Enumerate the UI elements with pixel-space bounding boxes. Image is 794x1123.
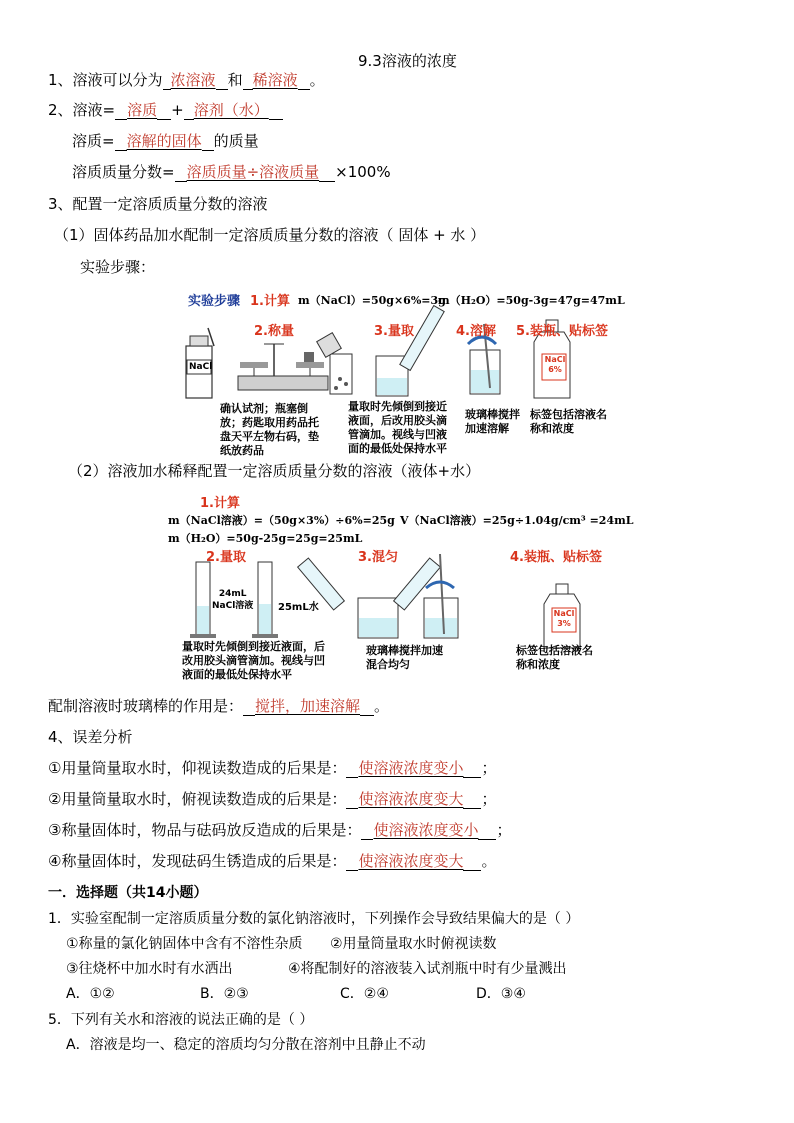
fig1-step-calc: 1.计算 bbox=[250, 294, 290, 309]
fig2-step-bottle: 4.装瓶、贴标签 bbox=[510, 550, 602, 565]
fig1-note-weigh: 确认试剂；瓶塞倒放；药匙取用药品托盘天平左物右码，垫纸放药品 bbox=[220, 402, 319, 457]
subsection-1-heading: （1）固体药品加水配制一定溶质质量分数的溶液（ 固体 + 水 ） bbox=[54, 226, 486, 244]
fig1-bottle-label: NaCl bbox=[189, 362, 213, 372]
section-1-line: 1、溶液可以分为 浓溶液 和 稀溶液 。 bbox=[48, 71, 325, 89]
q1-choice-d[interactable]: D．③④ bbox=[476, 986, 526, 1002]
fig1-label-text: NaCl 6% bbox=[544, 355, 566, 374]
answer-concentrated: 浓溶液 bbox=[170, 71, 216, 89]
q1-choice-c[interactable]: C．②④ bbox=[340, 986, 389, 1002]
fig2-formula-volume: V（NaCl溶液）=25g÷1.04g/cm³ =24mL bbox=[400, 514, 634, 527]
mass-fraction-definition: 溶质质量分数= 溶质质量÷溶液质量 ×100% bbox=[72, 163, 391, 181]
page-title: 9.3溶液的浓度 bbox=[358, 52, 457, 70]
question-5-stem: 5．下列有关水和溶液的说法正确的是（ ） bbox=[48, 1012, 314, 1028]
fig1-step-weigh: 2.称量 bbox=[254, 324, 294, 339]
figure-dilution bbox=[164, 488, 634, 681]
fig1-step-measure: 3.量取 bbox=[374, 324, 414, 339]
fig2-note-mix: 玻璃棒搅拌加速混合均匀 bbox=[366, 644, 443, 671]
fig2-step-calc: 1.计算 bbox=[200, 496, 240, 511]
cylinder-water-icon bbox=[252, 562, 278, 638]
fig1-step-dissolve: 4.溶解 bbox=[456, 324, 496, 339]
fig1-label: 实验步骤 bbox=[188, 294, 241, 309]
q1-choice-b[interactable]: B．②③ bbox=[200, 986, 249, 1002]
fig2-step-mix: 3.混匀 bbox=[358, 550, 398, 565]
solute-definition: 溶质= 溶解的固体 的质量 bbox=[72, 132, 259, 150]
answer-dilute: 稀溶液 bbox=[252, 71, 298, 89]
answer-solute: 溶质 bbox=[127, 101, 158, 119]
answer-solvent: 溶剂（水） bbox=[193, 101, 269, 119]
section-2-line: 2、溶液= 溶质 + 溶剂（水） bbox=[48, 100, 283, 120]
q1-option-4: ④将配制好的溶液装入试剂瓶中时有少量溅出 bbox=[288, 961, 567, 977]
fig1-step-bottle: 5.装瓶、贴标签 bbox=[516, 324, 608, 339]
fig2-formula-water: m（H₂O）=50g-25g=25g=25mL bbox=[168, 532, 363, 545]
error-item-1: ①用量筒量取水时，仰视读数造成的后果是： 使溶液浓度变小 ； bbox=[48, 759, 497, 777]
fig1-formula-water: m（H₂O）=50g-3g=47g=47mL bbox=[438, 294, 625, 307]
error-item-4: ④称量固体时，发现砝码生锈造成的后果是： 使溶液浓度变大 。 bbox=[48, 852, 497, 870]
fig1-note-label: 标签包括溶液名称和浓度 bbox=[530, 408, 607, 435]
figure-solid-preparation bbox=[180, 284, 625, 457]
mixing-beaker-icon bbox=[298, 558, 441, 638]
fig1-formula-nacl: m（NaCl）=50g×6%=3g bbox=[298, 294, 446, 307]
fig2-step-measure: 2.量取 bbox=[206, 550, 246, 565]
balance-icon bbox=[238, 344, 328, 390]
error-item-3: ③称量固体时，物品与砝码放反造成的后果是： 使溶液浓度变小 ； bbox=[48, 821, 512, 839]
fig2-label-text: NaCl 3% bbox=[553, 609, 575, 628]
mc-heading: 一．选择题（共14小题） bbox=[48, 885, 208, 901]
q1-option-1: ①称量的氯化钠固体中含有不溶性杂质 bbox=[66, 936, 303, 952]
fig1-note-measure: 量取时先倾倒到接近液面，后改用胶头滴管滴加。视线与凹液面的最低处保持水平 bbox=[348, 400, 447, 455]
fig2-formula-mass: m（NaCl溶液）=（50g×3%）÷6%=25g bbox=[168, 514, 395, 527]
q1-option-3: ③往烧杯中加水时有水洒出 bbox=[66, 961, 233, 977]
q5-choice-a[interactable]: A．溶液是均一、稳定的溶质均匀分散在溶剂中且静止不动 bbox=[66, 1037, 426, 1053]
answer-mass-ratio: 溶质质量÷溶液质量 bbox=[186, 163, 320, 181]
section-4-heading: 4、误差分析 bbox=[48, 728, 133, 746]
fig2-note-label: 标签包括溶液名称和浓度 bbox=[516, 644, 593, 671]
section-3-heading: 3、配置一定溶质质量分数的溶液 bbox=[48, 195, 268, 213]
glass-rod-role: 配制溶液时玻璃棒的作用是： 搅拌，加速溶解 。 bbox=[48, 697, 390, 715]
error-item-2: ②用量筒量取水时，俯视读数造成的后果是： 使溶液浓度变大 ； bbox=[48, 790, 497, 808]
answer-glass-rod: 搅拌，加速溶解 bbox=[255, 697, 361, 715]
fig2-cylinder-nacl-label: 24mL NaCl溶液 bbox=[212, 589, 254, 611]
answer-dissolved-solid: 溶解的固体 bbox=[126, 132, 202, 150]
experiment-steps-label: 实验步骤： bbox=[80, 258, 156, 276]
fig2-note-measure: 量取时先倾倒到接近液面，后改用胶头滴管滴加。视线与凹液面的最低处保持水平 bbox=[182, 640, 325, 681]
subsection-2-heading: （2）溶液加水稀释配置一定溶质质量分数的溶液（液体+水） bbox=[68, 462, 481, 480]
question-1-stem: 1．实验室配制一定溶质质量分数的氯化钠溶液时，下列操作会导致结果偏大的是（ ） bbox=[48, 911, 580, 927]
fig2-cylinder-water-label: 25mL水 bbox=[278, 602, 319, 613]
q1-choice-a[interactable]: A．①② bbox=[66, 986, 115, 1002]
fig1-note-dissolve: 玻璃棒搅拌加速溶解 bbox=[465, 408, 520, 435]
q1-option-2: ②用量筒量取水时俯视读数 bbox=[330, 936, 497, 952]
